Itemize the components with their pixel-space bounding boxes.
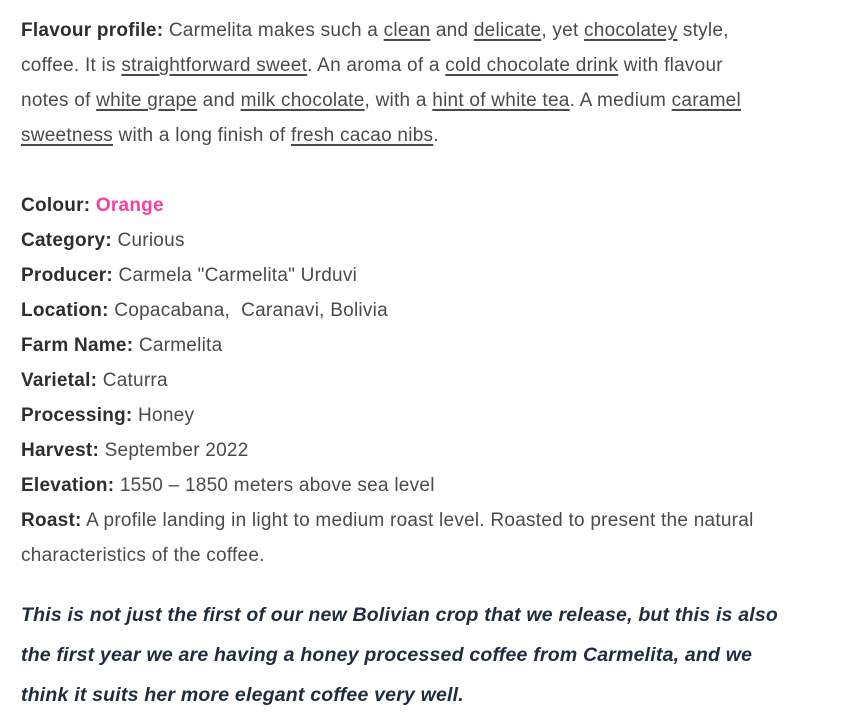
flavour-term-cold-chocolate-drink: cold chocolate drink xyxy=(445,55,619,76)
flavour-text: and xyxy=(197,90,241,111)
flavour-text: and xyxy=(430,20,474,41)
flavour-text: style, coffee. It is xyxy=(21,20,729,76)
flavour-term-clean: clean xyxy=(383,20,431,41)
detail-row-colour xyxy=(21,188,776,223)
detail-label-roast: Roast: xyxy=(21,510,82,531)
detail-row-varietal xyxy=(21,363,776,398)
detail-label-colour: Colour: xyxy=(21,195,91,216)
detail-value-location: Copacabana, Caranavi, Bolivia xyxy=(114,300,388,321)
coffee-details-list xyxy=(21,188,776,573)
detail-value-colour: Orange xyxy=(95,195,164,216)
flavour-term-chocolatey: chocolatey xyxy=(584,20,678,41)
detail-row-producer xyxy=(21,258,776,293)
flavour-text: with flavour notes of xyxy=(21,55,723,111)
detail-value-processing: Honey xyxy=(138,405,195,426)
flavour-profile-label: Flavour profile: xyxy=(21,20,164,41)
flavour-term-milk-chocolate: milk chocolate xyxy=(240,90,365,111)
detail-label-category: Category: xyxy=(21,230,112,251)
detail-label-harvest: Harvest: xyxy=(21,440,100,461)
flavour-term-caramel-sweetness: caramel sweetness xyxy=(21,90,741,146)
flavour-text: Carmelita makes such a xyxy=(168,20,384,41)
detail-value-category: Curious xyxy=(117,230,185,251)
flavour-text: with a long finish of xyxy=(113,125,291,146)
detail-row-elevation xyxy=(21,468,776,503)
detail-value-varietal: Caturra xyxy=(102,370,168,391)
detail-row-roast xyxy=(21,503,776,573)
detail-label-elevation: Elevation: xyxy=(21,475,115,496)
detail-value-roast: A profile landing in light to medium roast level. Roasted to present the natural characteristics of the coffee. xyxy=(21,510,760,566)
detail-label-producer: Producer: xyxy=(21,265,113,286)
flavour-text: . An aroma of a xyxy=(307,55,446,76)
flavour-term-hint-of-white-tea: hint of white tea xyxy=(432,90,570,111)
flavour-text: . xyxy=(433,125,439,146)
detail-row-location xyxy=(21,293,776,328)
flavour-term-delicate: delicate xyxy=(473,20,542,41)
flavour-text: . A medium xyxy=(569,90,672,111)
detail-row-processing xyxy=(21,398,776,433)
detail-label-processing: Processing: xyxy=(21,405,133,426)
detail-label-farm-name: Farm Name: xyxy=(21,335,134,356)
detail-row-harvest xyxy=(21,433,776,468)
detail-row-farm-name xyxy=(21,328,776,363)
flavour-text: , with a xyxy=(364,90,433,111)
flavour-text: , yet xyxy=(541,20,585,41)
detail-value-farm-name: Carmelita xyxy=(138,335,223,356)
detail-value-producer: Carmela "Carmelita" Urduvi xyxy=(118,265,358,286)
release-note-paragraph: This is not just the first of our new Bolivian crop that we release, but this is also the first year we are having a honey processed coffee from Carmelita, and we think it suits her more elegant coffee very well. xyxy=(21,604,779,706)
detail-value-elevation: 1550 – 1850 meters above sea level xyxy=(119,475,435,496)
flavour-term-straightforward-sweet: straightforward sweet xyxy=(121,55,308,76)
detail-label-varietal: Varietal: xyxy=(21,370,98,391)
flavour-term-fresh-cacao-nibs: fresh cacao nibs xyxy=(290,125,434,146)
flavour-term-white-grape: white grape xyxy=(96,90,198,111)
detail-label-location: Location: xyxy=(21,300,109,321)
flavour-profile-paragraph xyxy=(21,13,776,153)
detail-value-harvest: September 2022 xyxy=(104,440,249,461)
detail-row-category xyxy=(21,223,776,258)
